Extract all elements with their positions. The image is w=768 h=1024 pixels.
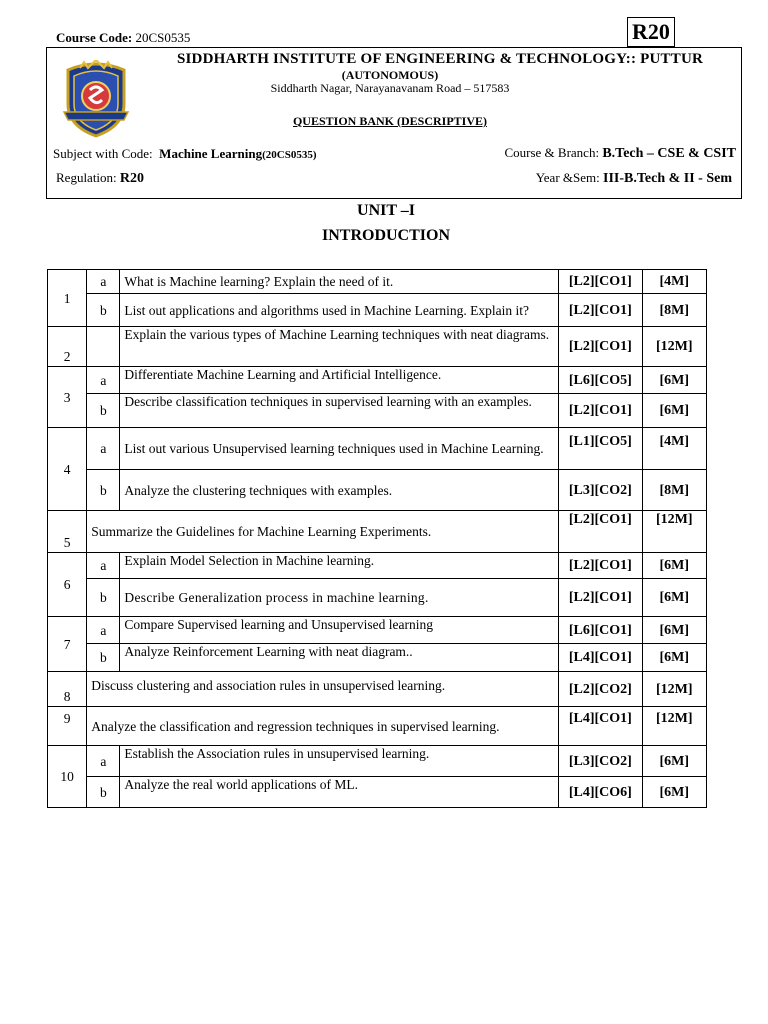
question-marks: [8M] bbox=[642, 470, 706, 511]
unit-subtitle: INTRODUCTION bbox=[321, 227, 450, 244]
question-level: [L3][CO2] bbox=[559, 746, 643, 777]
question-part bbox=[87, 327, 120, 367]
table-row bbox=[48, 511, 707, 553]
question-level: [L2][CO2] bbox=[559, 672, 643, 707]
question-text: Analyze the real world applications of ML. bbox=[120, 777, 559, 808]
question-level: [L2][CO1] bbox=[559, 394, 643, 428]
question-level: [L2][CO1] bbox=[559, 327, 643, 367]
institute-name: SIDDHARTH INSTITUTE OF ENGINEERING & TECHNOLOGY:: PUTTUR bbox=[176, 51, 704, 67]
question-marks: [12M] bbox=[642, 672, 706, 707]
question-marks: [12M] bbox=[642, 511, 706, 553]
question-marks: [6M] bbox=[642, 644, 706, 672]
question-part: b bbox=[87, 394, 120, 428]
table-row bbox=[48, 367, 707, 394]
question-number: 7 bbox=[48, 617, 87, 672]
question-part: b bbox=[87, 470, 120, 511]
question-part: b bbox=[87, 579, 120, 617]
question-marks: [8M] bbox=[642, 294, 706, 327]
question-text: Differentiate Machine Learning and Artificial Intelligence. bbox=[120, 367, 559, 394]
question-number: 9 bbox=[48, 707, 87, 746]
question-number: 8 bbox=[48, 672, 87, 707]
table-row bbox=[48, 672, 707, 707]
question-level: [L6][CO5] bbox=[559, 367, 643, 394]
table-row bbox=[48, 644, 707, 672]
question-text: Describe Generalization process in machine learning. bbox=[120, 579, 559, 617]
question-text: What is Machine learning? Explain the need of it. bbox=[120, 270, 559, 294]
question-part: a bbox=[87, 367, 120, 394]
table-row bbox=[48, 294, 707, 327]
question-part: b bbox=[87, 777, 120, 808]
question-number: 2 bbox=[48, 327, 87, 367]
question-level: [L2][CO1] bbox=[559, 270, 643, 294]
table-row bbox=[48, 553, 707, 579]
question-marks: [6M] bbox=[642, 617, 706, 644]
subject-label: Subject with Code: bbox=[53, 146, 153, 161]
branch-label: Course & Branch: bbox=[504, 145, 600, 160]
question-text: Establish the Association rules in unsupervised learning. bbox=[120, 746, 559, 777]
question-marks: [6M] bbox=[642, 394, 706, 428]
unit-title: UNIT –I bbox=[357, 202, 415, 219]
question-level: [L4][CO1] bbox=[559, 644, 643, 672]
question-marks: [4M] bbox=[642, 270, 706, 294]
question-level: [L2][CO1] bbox=[559, 553, 643, 579]
autonomous-label: (AUTONOMOUS) bbox=[341, 68, 439, 82]
question-marks: [6M] bbox=[642, 579, 706, 617]
question-number: 3 bbox=[48, 367, 87, 428]
year-sem-value: III-B.Tech & II - Sem bbox=[603, 171, 732, 186]
question-level: [L4][CO6] bbox=[559, 777, 643, 808]
subject-value: Machine Learning bbox=[159, 146, 263, 161]
question-number: 5 bbox=[48, 511, 87, 553]
table-row bbox=[48, 617, 707, 644]
question-level: [L4][CO1] bbox=[559, 707, 643, 746]
question-text: Describe classification techniques in supervised learning with an examples. bbox=[120, 394, 559, 428]
question-marks: [12M] bbox=[642, 327, 706, 367]
question-level: [L6][CO1] bbox=[559, 617, 643, 644]
table-row bbox=[48, 327, 707, 367]
question-text: Analyze the classification and regression techniques in supervised learning. bbox=[87, 707, 559, 746]
question-text: Summarize the Guidelines for Machine Learning Experiments. bbox=[87, 511, 559, 553]
question-part: a bbox=[87, 617, 120, 644]
question-level: [L2][CO1] bbox=[559, 579, 643, 617]
year-sem-row bbox=[536, 170, 732, 187]
course-code-value: 20CS0535 bbox=[135, 30, 191, 45]
table-row bbox=[48, 746, 707, 777]
table-row bbox=[48, 777, 707, 808]
question-part: a bbox=[87, 746, 120, 777]
table-row bbox=[48, 470, 707, 511]
question-number: 6 bbox=[48, 553, 87, 617]
question-text: Compare Supervised learning and Unsupervised learning bbox=[120, 617, 559, 644]
course-code-label: Course Code: bbox=[56, 30, 133, 45]
question-marks: [12M] bbox=[642, 707, 706, 746]
question-marks: [6M] bbox=[642, 746, 706, 777]
table-row bbox=[48, 270, 707, 294]
question-text: List out applications and algorithms used in Machine Learning. Explain it? bbox=[120, 294, 559, 327]
question-number: 10 bbox=[48, 746, 87, 808]
question-text: Analyze Reinforcement Learning with neat diagram.. bbox=[120, 644, 559, 672]
institute-address: Siddharth Nagar, Narayanavanam Road – 517583 bbox=[270, 81, 510, 95]
table-row bbox=[48, 707, 707, 746]
question-marks: [6M] bbox=[642, 553, 706, 579]
question-level: [L2][CO1] bbox=[559, 294, 643, 327]
question-part: b bbox=[87, 644, 120, 672]
question-text: Explain the various types of Machine Learning techniques with neat diagrams. bbox=[120, 327, 559, 367]
question-table bbox=[47, 269, 707, 808]
document-title: QUESTION BANK (DESCRIPTIVE) bbox=[292, 114, 488, 128]
question-part: a bbox=[87, 428, 120, 470]
question-part: a bbox=[87, 553, 120, 579]
question-part: a bbox=[87, 270, 120, 294]
question-text: Explain Model Selection in Machine learning. bbox=[120, 553, 559, 579]
course-code bbox=[56, 30, 190, 46]
question-text: Analyze the clustering techniques with examples. bbox=[120, 470, 559, 511]
question-marks: [6M] bbox=[642, 367, 706, 394]
question-level: [L1][CO5] bbox=[559, 428, 643, 470]
question-part: b bbox=[87, 294, 120, 327]
question-marks: [4M] bbox=[642, 428, 706, 470]
question-number: 1 bbox=[48, 270, 87, 327]
regulation-row bbox=[56, 170, 144, 187]
subject-row bbox=[53, 146, 316, 162]
regulation-label: Regulation: bbox=[56, 170, 117, 185]
year-sem-label: Year &Sem: bbox=[535, 170, 600, 185]
table-row bbox=[48, 428, 707, 470]
branch-value: B.Tech – CSE & CSIT bbox=[602, 146, 736, 161]
question-text: Discuss clustering and association rules in unsupervised learning. bbox=[87, 672, 559, 707]
question-number: 4 bbox=[48, 428, 87, 511]
question-level: [L3][CO2] bbox=[559, 470, 643, 511]
regulation-value: R20 bbox=[119, 171, 145, 186]
table-row bbox=[48, 579, 707, 617]
regulation-badge: R20 bbox=[627, 17, 675, 47]
subject-code: (20CS0535) bbox=[262, 149, 317, 161]
question-text: List out various Unsupervised learning techniques used in Machine Learning. bbox=[120, 428, 559, 470]
question-level: [L2][CO1] bbox=[559, 511, 643, 553]
question-marks: [6M] bbox=[642, 777, 706, 808]
table-row bbox=[48, 394, 707, 428]
branch-row bbox=[504, 145, 736, 162]
